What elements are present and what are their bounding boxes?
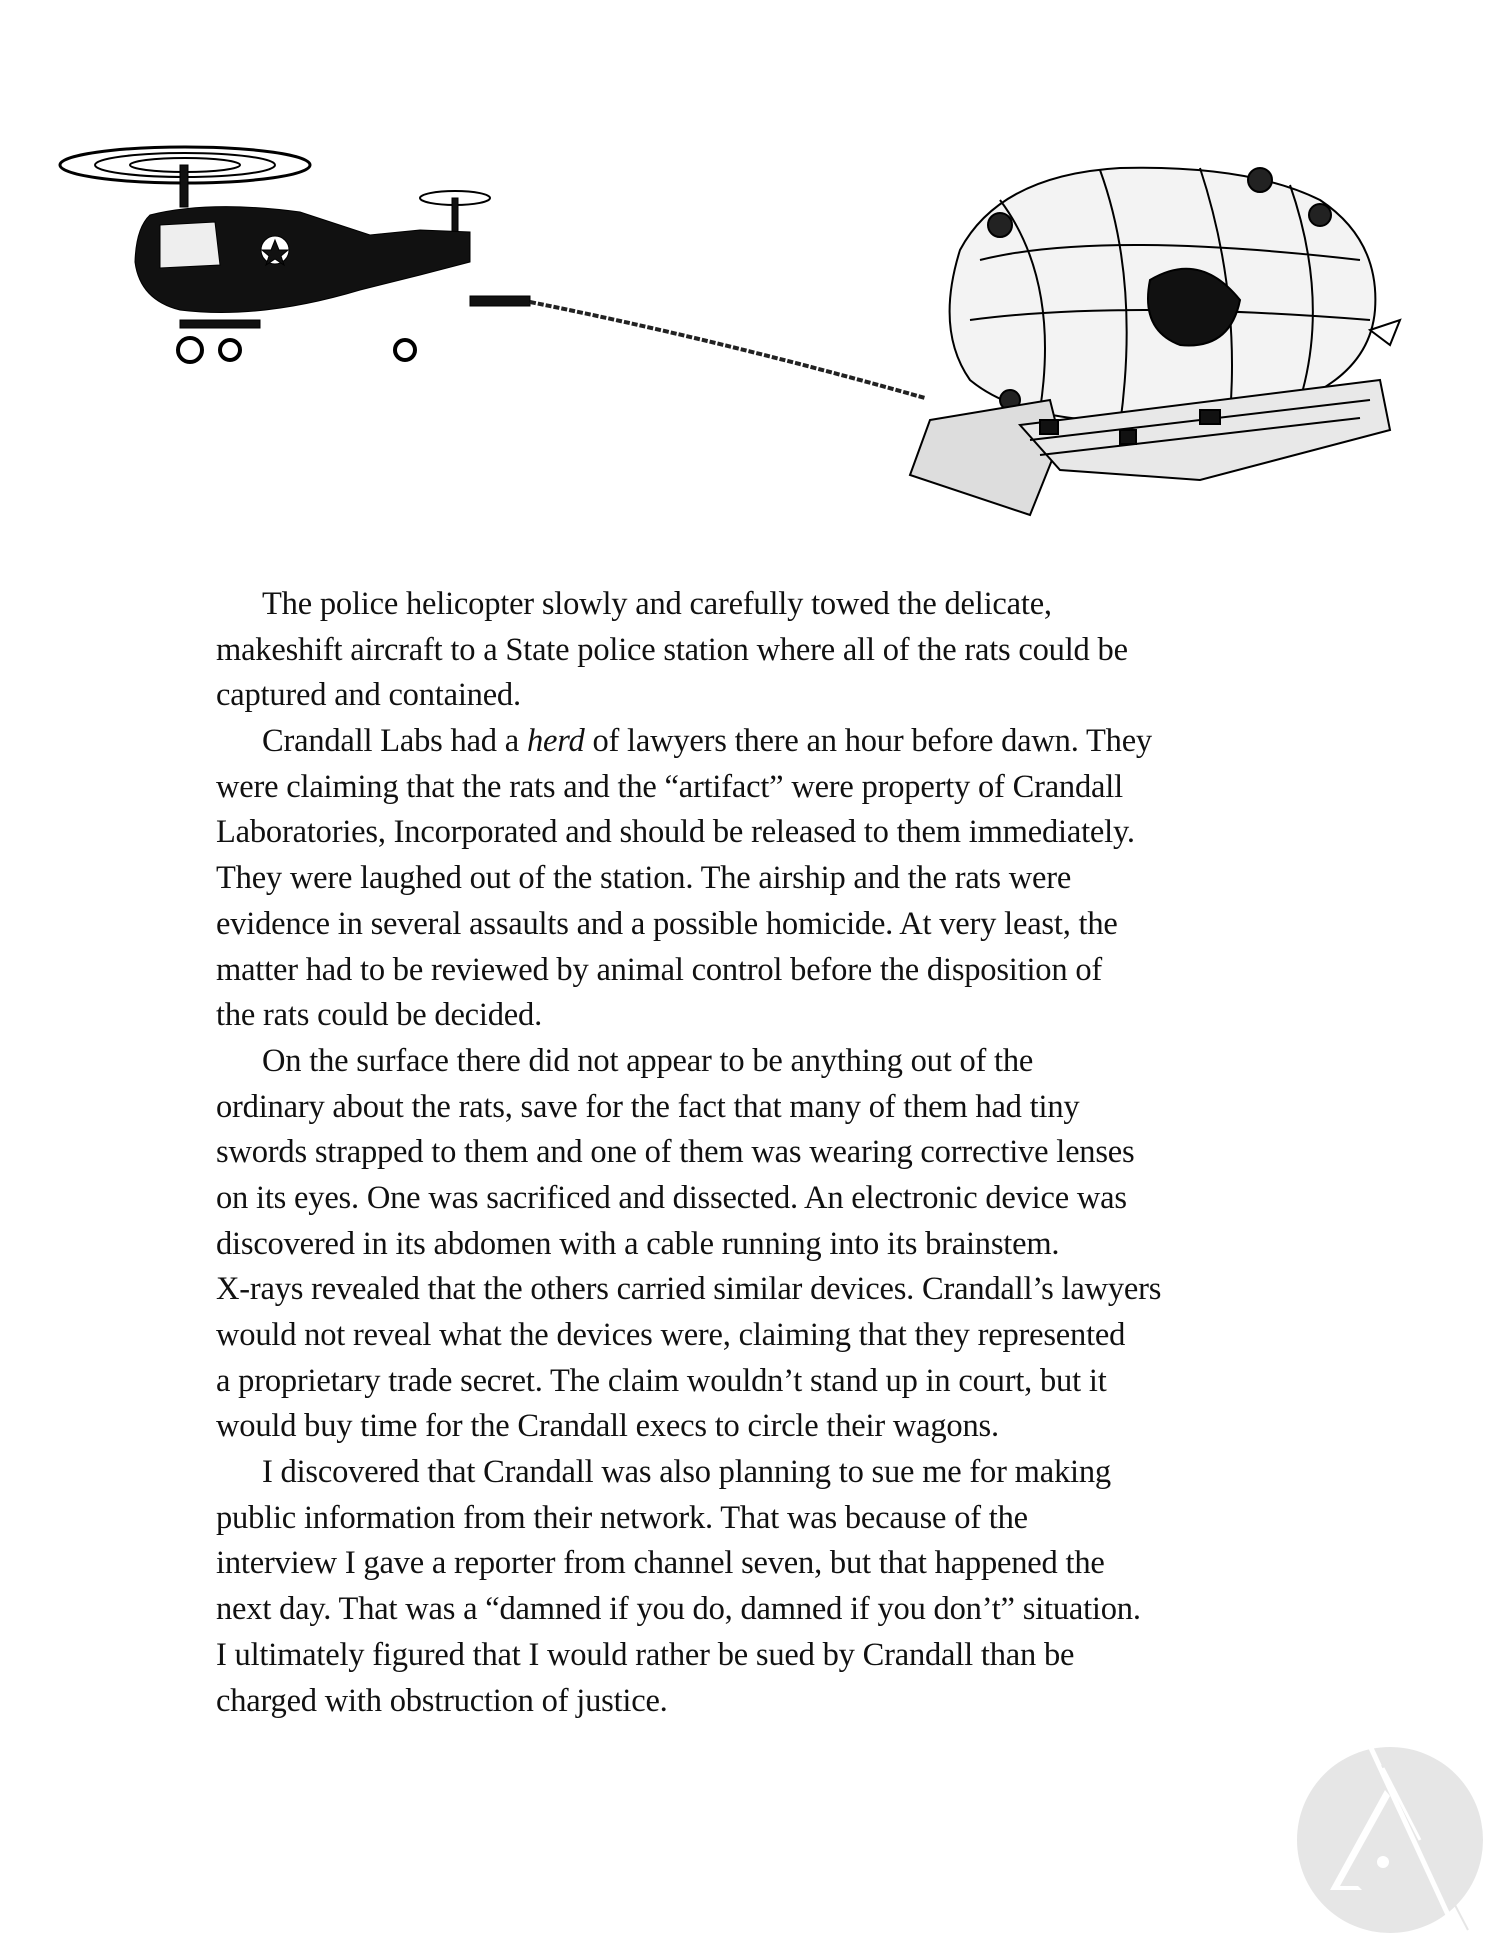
text-line: on its eyes. One was sacrificed and dissected. An electronic device was — [216, 1179, 1127, 1216]
text-line: were claiming that the rats and the “artifact” were property of Crandall — [216, 768, 1123, 805]
helicopter-towing-airship-illustration — [0, 0, 1500, 560]
text-line: captured and contained. — [216, 677, 521, 714]
tow-rope — [530, 302, 925, 398]
text-line: evidence in several assaults and a possible homicide. At very least, the — [216, 905, 1118, 942]
paragraph-4 — [216, 1450, 1316, 1724]
text-segment: of lawyers there an hour before dawn. They — [584, 723, 1152, 760]
paragraph-1 — [216, 582, 1316, 719]
text-line: The police helicopter slowly and carefully towed the delicate, — [262, 586, 1052, 622]
paragraph-2 — [216, 719, 1316, 1039]
text-segment: Crandall Labs had a — [262, 723, 527, 760]
text-line: the rats could be decided. — [216, 997, 542, 1034]
text-line: Laboratories, Incorporated and should be released to them immediately. — [216, 814, 1135, 851]
text-line: next day. That was a “damned if you do, damned if you don’t” situation. — [216, 1591, 1141, 1628]
text-line: would not reveal what the devices were, claiming that they represented — [216, 1317, 1126, 1353]
paragraph-3 — [216, 1039, 1316, 1450]
watermark-logo-icon — [1290, 1740, 1490, 1940]
text-line: matter had to be reviewed by animal control before the disposition of — [216, 951, 1102, 988]
airship-icon — [910, 168, 1400, 515]
text-line — [216, 719, 1316, 765]
text-line: a proprietary trade secret. The claim wouldn’t stand up in court, but it — [216, 1362, 1107, 1399]
text-line: would buy time for the Crandall execs to circle their wagons. — [216, 1408, 999, 1445]
helicopter-icon — [60, 147, 530, 362]
text-line: On the surface there did not appear to be anything out of the — [262, 1042, 1034, 1079]
text-line: public information from their network. That was because of the — [216, 1499, 1028, 1536]
text-line: I ultimately figured that I would rather be sued by Crandall than be — [216, 1636, 1075, 1673]
text-line: charged with obstruction of justice. — [216, 1682, 668, 1719]
text-line: ordinary about the rats, save for the fact that many of them had tiny — [216, 1088, 1080, 1125]
text-line: X-rays revealed that the others carried similar devices. Crandall’s lawyers — [216, 1271, 1162, 1308]
text-line: I discovered that Crandall was also planning to sue me for making — [262, 1454, 1111, 1491]
text-line: swords strapped to them and one of them was wearing corrective lenses — [216, 1134, 1135, 1171]
text-line: discovered in its abdomen with a cable running into its brainstem. — [216, 1225, 1060, 1262]
text-line: interview I gave a reporter from channel seven, but that happened the — [216, 1545, 1105, 1582]
italic-word: herd — [526, 723, 585, 760]
text-line: makeshift aircraft to a State police station where all of the rats could be — [216, 631, 1128, 668]
body-text — [216, 582, 1316, 1724]
text-line: They were laughed out of the station. The airship and the rats were — [216, 860, 1072, 897]
